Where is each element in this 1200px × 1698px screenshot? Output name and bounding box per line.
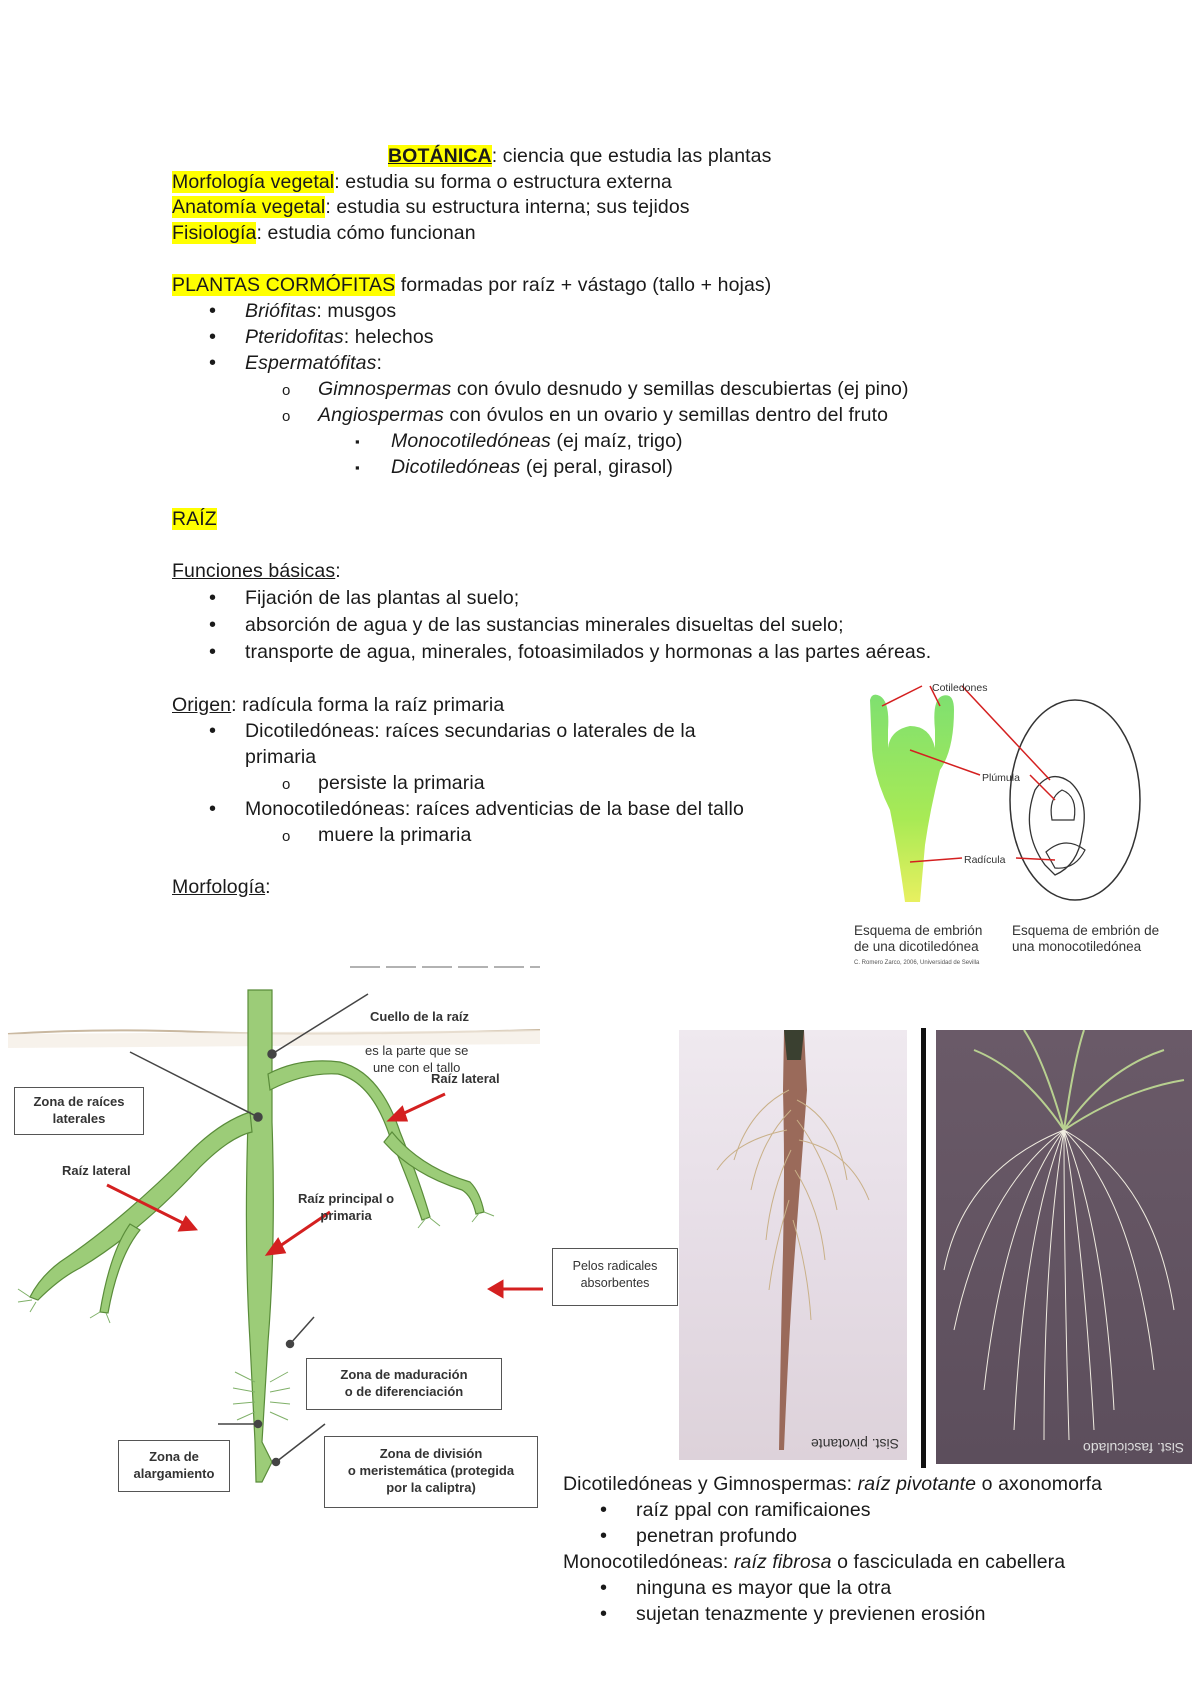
morfologia-term: Morfología vegetal	[172, 171, 335, 193]
taproot-illustration	[679, 1030, 907, 1460]
funciones-heading	[172, 559, 341, 583]
list-item-term: Dicotiledóneas	[391, 456, 521, 478]
caption-line: Pelos radicales	[572, 1259, 658, 1273]
list-item-term: Espermatófitas	[245, 352, 377, 374]
list-item: • transporte de agua, minerales, fotoasimilados y hormonas a las partes aéreas.	[245, 640, 931, 664]
list-item: • raíz ppal con ramificaiones	[636, 1498, 871, 1522]
caption-line: laterales	[52, 1111, 106, 1126]
arrowhead	[490, 1282, 502, 1296]
text: o fasciculada en cabellera	[831, 1551, 1066, 1573]
arrowhead	[180, 1218, 195, 1230]
list-item-term: Pteridofitas	[245, 326, 344, 348]
term: raíz fibrosa	[733, 1551, 832, 1573]
dicot-caption	[854, 923, 982, 955]
text: Monocotiledóneas:	[563, 1551, 734, 1573]
list-item: • Monocotiledóneas: raíces adventicias de la base del tallo	[245, 797, 744, 821]
list-item-text: con óvulo desnudo y semillas descubiertas (ej pino)	[451, 378, 909, 400]
list-item: • absorción de agua y de las sustancias minerales disueltas del suelo;	[245, 613, 844, 637]
raiz-heading	[172, 507, 217, 531]
list-item: o muere la primaria	[318, 823, 471, 847]
list-item-text: (ej maíz, trigo)	[550, 430, 683, 452]
arrow-line	[400, 1094, 445, 1115]
raiz-principal-label	[298, 1190, 394, 1224]
anatomia-definition: : estudia su estructura interna; sus tejidos	[325, 196, 690, 218]
leader-dot	[287, 1341, 294, 1348]
text: Dicotiledóneas y Gimnospermas:	[563, 1473, 858, 1495]
cuello-label: Cuello de la raíz	[370, 1009, 469, 1024]
raiz-title: RAÍZ	[172, 508, 217, 530]
list-item-text: : musgos	[316, 300, 397, 322]
caption-line: de una dicotiledónea	[854, 939, 979, 954]
funciones-colon: :	[335, 560, 341, 582]
caption-line: absorbentes	[580, 1276, 650, 1290]
dicot-embryo-shape	[870, 695, 954, 902]
photo-fasciculado	[936, 1030, 1192, 1464]
origen-heading	[172, 693, 504, 717]
title-line	[388, 144, 771, 168]
caption-line: Zona de maduración	[340, 1367, 468, 1382]
caption-line: o meristemática (protegida	[347, 1463, 515, 1478]
plumula-label: Plúmula	[982, 772, 1020, 784]
photo-pivotante	[679, 1030, 907, 1460]
alargamiento-label	[119, 1448, 229, 1482]
morfologia-colon: :	[265, 876, 271, 898]
leader-line	[276, 1424, 325, 1462]
caption-line: Zona de	[149, 1449, 199, 1464]
origen-text: : radícula forma la raíz primaria	[231, 694, 505, 716]
embryo-figure	[850, 670, 1200, 975]
radicula-label: Radícula	[964, 854, 1006, 866]
leader-dot	[268, 1050, 276, 1058]
list-item-term: Gimnospermas	[318, 378, 452, 400]
list-item	[318, 403, 888, 427]
origen-title: Origen	[172, 694, 232, 716]
list-item	[245, 299, 396, 323]
division-label	[325, 1445, 537, 1496]
list-item-term: Angiospermas	[318, 404, 444, 426]
list-item	[391, 455, 673, 479]
funciones-title: Funciones básicas	[172, 560, 336, 582]
zona-laterales-box	[14, 1087, 144, 1135]
photo-divider	[921, 1028, 926, 1468]
morfologia-heading	[172, 875, 271, 899]
cotiledones-label: Cotiledones	[932, 682, 988, 694]
leader-line	[290, 1317, 314, 1344]
text: o axonomorfa	[976, 1473, 1103, 1495]
lateral-root-right-branch	[384, 1132, 484, 1214]
list-item-text: (ej peral, girasol)	[520, 456, 673, 478]
pelos-label	[553, 1258, 677, 1292]
arrow-line	[882, 686, 922, 706]
morfologia-definition: : estudia su forma o estructura externa	[334, 171, 672, 193]
raiz-lateral-left-label: Raíz lateral	[62, 1163, 131, 1178]
photo-fasciculado-label: Sist. fasciculado	[1082, 1440, 1184, 1456]
pelos-box	[552, 1248, 678, 1306]
leader-dot	[273, 1459, 280, 1466]
main-root	[246, 990, 273, 1482]
botanica-title: BOTÁNICA	[388, 145, 492, 167]
term: raíz pivotante	[857, 1473, 977, 1495]
caption-line: Zona de división	[379, 1446, 483, 1461]
fisiologia-definition: : estudia cómo funcionan	[256, 222, 476, 244]
cormofitas-heading	[172, 273, 771, 297]
morfologia-title: Morfología	[172, 876, 266, 898]
anatomia-term: Anatomía vegetal	[172, 196, 326, 218]
list-item: • sujetan tenazmente y previenen erosión	[636, 1602, 986, 1626]
fibrous-root-illustration	[936, 1030, 1192, 1464]
anatomia-line	[172, 195, 690, 219]
maduracion-label	[307, 1366, 501, 1400]
list-item	[391, 429, 683, 453]
leader-dot	[255, 1421, 262, 1428]
list-item: • ninguna es mayor que la otra	[636, 1576, 891, 1600]
list-item-text: :	[376, 352, 382, 374]
botanica-definition: : ciencia que estudia las plantas	[491, 145, 772, 167]
photo-pivotante-label: Sist. pivotante	[811, 1436, 899, 1452]
list-item	[245, 325, 434, 349]
caption-line: o de diferenciación	[344, 1384, 464, 1399]
division-box	[324, 1436, 538, 1508]
fibrous-roots	[944, 1130, 1174, 1440]
cormofitas-description: formadas por raíz + vástago (tallo + hojas)	[395, 274, 772, 296]
list-item-text: : helechos	[343, 326, 434, 348]
stem-base	[784, 1030, 804, 1060]
grass-blades	[974, 1030, 1184, 1130]
lateral-root-left	[30, 1112, 252, 1300]
caption-line: Raíz principal o	[298, 1191, 395, 1206]
list-item: • penetran profundo	[636, 1524, 797, 1548]
caption-line: es la parte que se	[365, 1043, 469, 1058]
raiz-lateral-right-label: Raíz lateral	[431, 1071, 500, 1086]
leader-dot	[254, 1113, 262, 1121]
caption-line: Zona de raíces	[33, 1094, 125, 1109]
monocot-embryo-outline	[1029, 777, 1084, 875]
monocot-caption	[1012, 923, 1159, 955]
list-item-continuation: primaria	[245, 746, 317, 768]
caption-line: Esquema de embrión	[854, 923, 983, 938]
list-item-text: con óvulos en un ovario y semillas dentro del fruto	[443, 404, 889, 426]
morfologia-line	[172, 170, 672, 194]
pivotante-line	[563, 1472, 1102, 1496]
caption-line: una monocotiledónea	[1012, 939, 1142, 954]
caption-line: Esquema de embrión de	[1012, 923, 1160, 938]
list-item-term: Monocotiledóneas	[391, 430, 551, 452]
root-diagram	[0, 962, 658, 1517]
list-item: o persiste la primaria	[318, 771, 485, 795]
arrow-line	[962, 686, 1050, 780]
alargamiento-box	[118, 1440, 230, 1492]
caption-line: por la caliptra)	[386, 1480, 476, 1495]
list-item	[318, 377, 909, 401]
figure-credit: C. Romero Zarco, 2006, Universidad de Sevilla	[854, 960, 980, 966]
list-item: • Dicotiledóneas: raíces secundarias o laterales de la	[245, 719, 696, 743]
list-item	[245, 351, 382, 375]
caption-line: une con el tallo	[372, 1060, 461, 1075]
fibrosa-line	[563, 1550, 1065, 1574]
list-item: • Fijación de las plantas al suelo;	[245, 586, 519, 610]
cormofitas-title: PLANTAS CORMÓFITAS	[172, 274, 396, 296]
caption-line: primaria	[320, 1208, 372, 1223]
leader-line	[130, 1052, 258, 1117]
maduracion-box	[306, 1358, 502, 1410]
fisiologia-line	[172, 221, 476, 245]
zona-laterales-label	[15, 1093, 143, 1127]
fisiologia-term: Fisiología	[172, 222, 257, 244]
caption-line: alargamiento	[133, 1466, 215, 1481]
list-item-term: Briófitas	[245, 300, 317, 322]
